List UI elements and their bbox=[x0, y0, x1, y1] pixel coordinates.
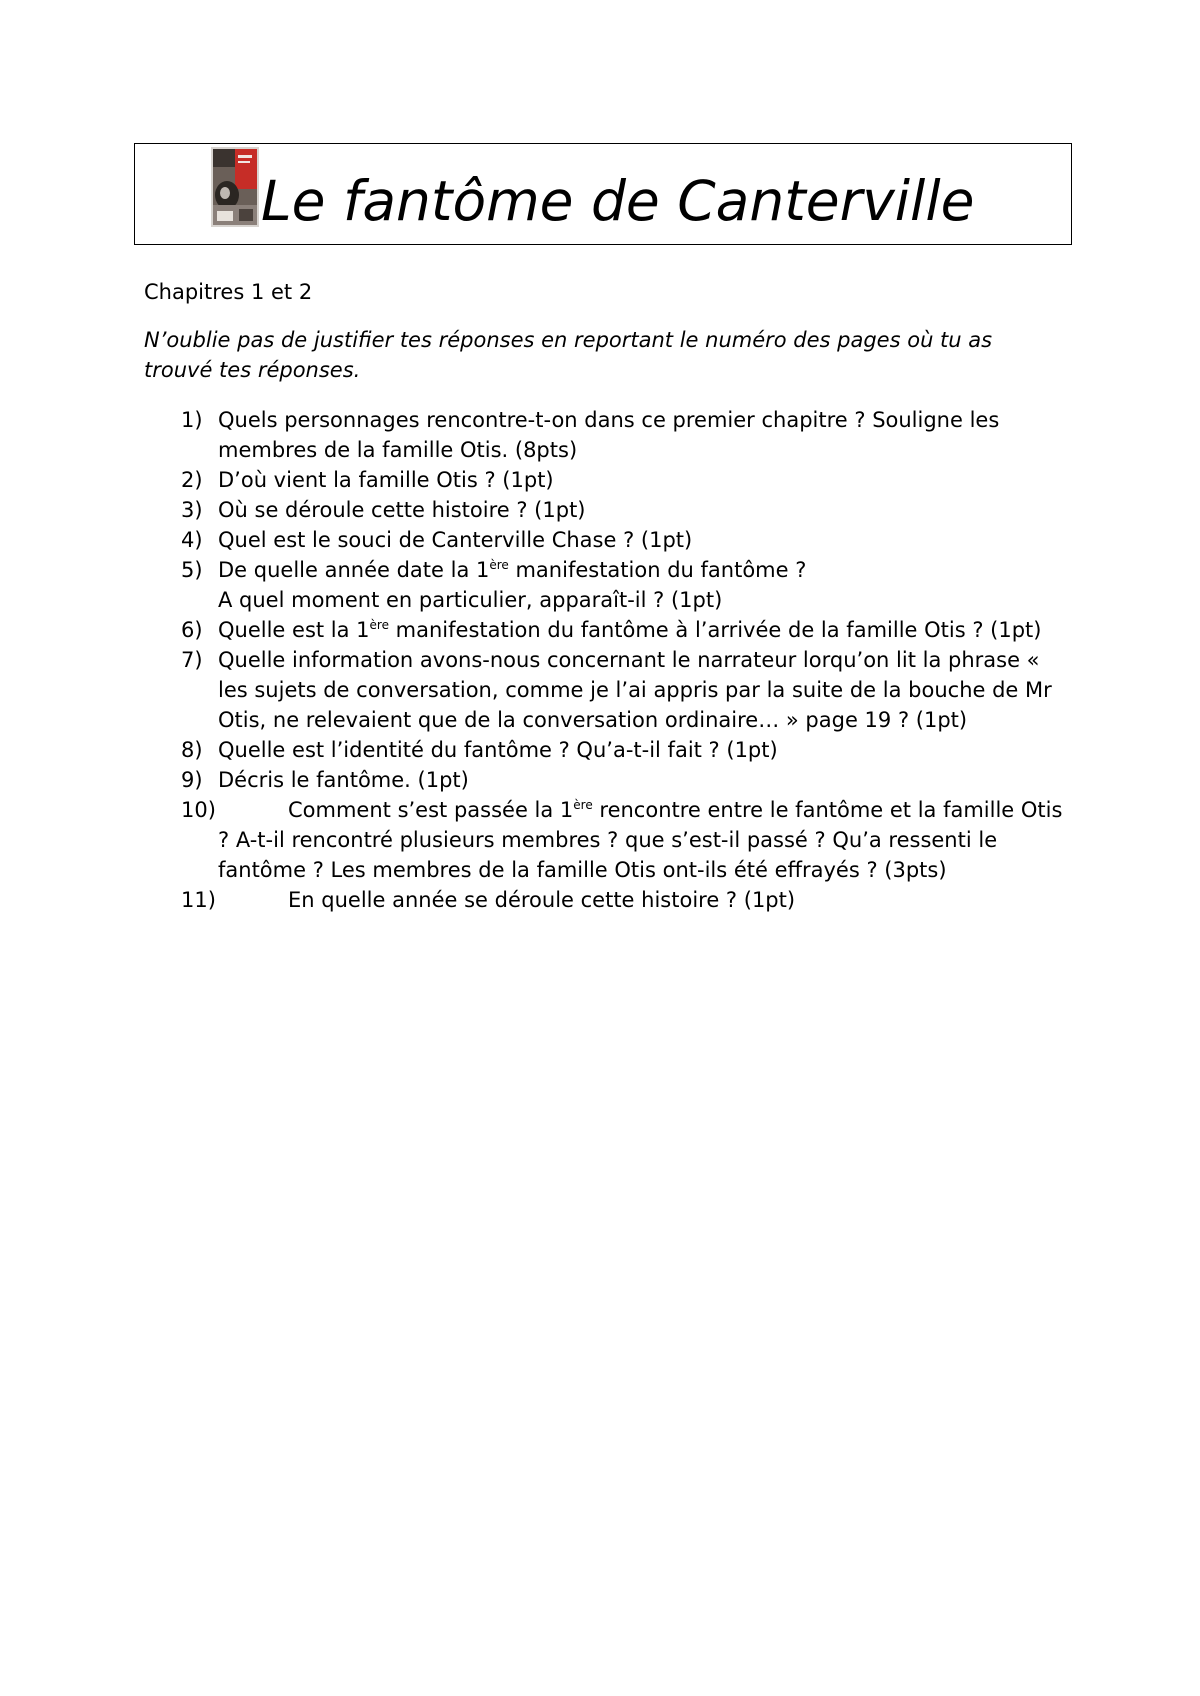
question-text-part: Quelle est la 1 bbox=[218, 618, 370, 642]
question-item bbox=[181, 645, 1071, 735]
question-item bbox=[181, 555, 1071, 615]
question-text: Où se déroule cette histoire ? (1pt) bbox=[218, 498, 586, 522]
title-box bbox=[134, 143, 1072, 245]
question-number: 4) bbox=[181, 528, 203, 552]
question-number: 11) bbox=[181, 888, 216, 912]
question-item bbox=[181, 405, 1071, 465]
question-text bbox=[218, 558, 806, 612]
question-text: D’où vient la famille Otis ? (1pt) bbox=[218, 468, 554, 492]
question-text-part: A quel moment en particulier, apparaît-il ? (1pt) bbox=[218, 588, 723, 612]
question-item bbox=[181, 795, 1071, 885]
question-number: 2) bbox=[181, 468, 203, 492]
question-text bbox=[218, 618, 1041, 642]
question-text-part: De quelle année date la 1 bbox=[218, 558, 490, 582]
question-text: Quel est le souci de Canterville Chase ? (1pt) bbox=[218, 528, 693, 552]
page-title: Le fantôme de Canterville bbox=[261, 169, 975, 233]
question-text-part: manifestation du fantôme à l’arrivée de la famille Otis ? (1pt) bbox=[388, 618, 1042, 642]
question-number: 10) bbox=[181, 798, 216, 822]
question-number: 6) bbox=[181, 618, 203, 642]
question-item bbox=[181, 525, 1071, 555]
question-text-part: manifestation du fantôme ? bbox=[508, 558, 807, 582]
question-text-part: rencontre entre le fantôme et la famille Otis ? A-t-il rencontré plusieurs membres ? que s’est-il passé ? Qu’a ressenti le fantôme ? Les membres de la famille Otis ont-ils été effrayés ? (3pts) bbox=[218, 798, 1063, 882]
question-text: Décris le fantôme. (1pt) bbox=[218, 768, 469, 792]
question-text-part: Comment s’est passée la 1 bbox=[288, 798, 574, 822]
question-number: 7) bbox=[181, 648, 203, 672]
question-text: Quelle information avons-nous concernant le narrateur lorqu’on lit la phrase « les sujets de conversation, comme je l’ai appris par la suite de la bouche de Mr Otis, ne relevaient que de la conversation ordinaire… » page 19 ? (1pt) bbox=[218, 648, 1052, 732]
question-text-part: En quelle année se déroule cette histoire ? (1pt) bbox=[288, 888, 796, 912]
ordinal-superscript: ère bbox=[489, 558, 509, 572]
question-item bbox=[181, 735, 1071, 765]
question-item bbox=[181, 615, 1071, 645]
question-number: 1) bbox=[181, 408, 203, 432]
question-number: 8) bbox=[181, 738, 203, 762]
book-cover-icon bbox=[211, 147, 259, 227]
question-number: 9) bbox=[181, 768, 203, 792]
question-list bbox=[181, 405, 1071, 915]
question-text: Quelle est l’identité du fantôme ? Qu’a-t-il fait ? (1pt) bbox=[218, 738, 778, 762]
ordinal-superscript: ère bbox=[573, 798, 593, 812]
question-text bbox=[218, 888, 795, 912]
ordinal-superscript: ère bbox=[369, 618, 389, 632]
question-item bbox=[181, 765, 1071, 795]
question-number: 3) bbox=[181, 498, 203, 522]
question-text bbox=[218, 798, 1062, 882]
question-item bbox=[181, 885, 1071, 915]
question-item bbox=[181, 465, 1071, 495]
instruction-text: N’oublie pas de justifier tes réponses en reportant le numéro des pages où tu as trouvé tes réponses. bbox=[144, 328, 993, 382]
chapters-label: Chapitres 1 et 2 bbox=[144, 280, 313, 304]
question-text: Quels personnages rencontre-t-on dans ce premier chapitre ? Souligne les membres de la famille Otis. (8pts) bbox=[218, 408, 1000, 462]
question-number: 5) bbox=[181, 558, 203, 582]
question-item bbox=[181, 495, 1071, 525]
